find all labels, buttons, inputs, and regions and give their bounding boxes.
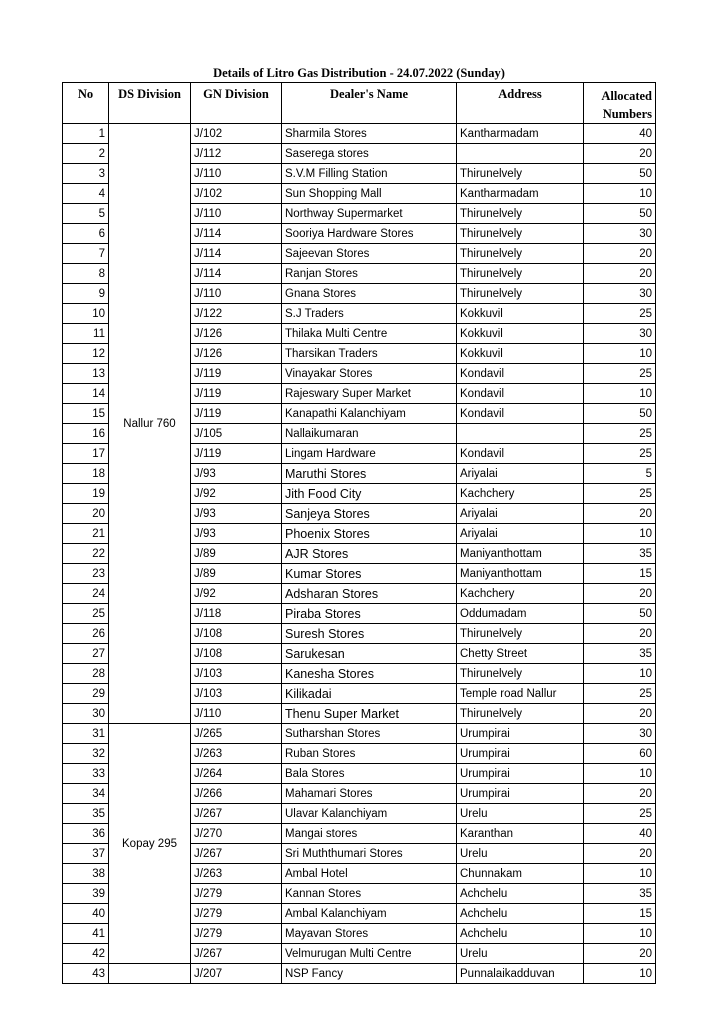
row-number: 17 [63,444,109,464]
address-cell: Kachchery [457,484,584,504]
row-number: 34 [63,784,109,804]
dealer-name-cell: Kannan Stores [282,884,457,904]
dealer-name-cell: Ruban Stores [282,744,457,764]
dealer-name-cell: Lingam Hardware [282,444,457,464]
allocated-cell: 20 [584,704,656,724]
row-number: 15 [63,404,109,424]
header-allocated-line1: Allocated [601,89,652,103]
gn-division-cell: J/114 [191,264,282,284]
table-body [63,124,656,984]
address-cell: Kondavil [457,444,584,464]
gn-division-cell: J/110 [191,704,282,724]
gn-division-cell: J/119 [191,364,282,384]
address-cell: Achchelu [457,904,584,924]
row-number: 32 [63,744,109,764]
address-cell: Thirunelvely [457,164,584,184]
gn-division-cell: J/267 [191,944,282,964]
header-no: No [63,83,109,124]
gn-division-cell: J/93 [191,524,282,544]
row-number: 31 [63,724,109,744]
row-number: 30 [63,704,109,724]
address-cell: Karanthan [457,824,584,844]
gn-division-cell: J/267 [191,844,282,864]
allocated-cell: 20 [584,584,656,604]
distribution-table [62,82,656,984]
address-cell: Urumpirai [457,764,584,784]
address-cell: Kondavil [457,404,584,424]
dealer-name-cell: Saserega stores [282,144,457,164]
gn-division-cell: J/119 [191,444,282,464]
gn-division-cell: J/93 [191,464,282,484]
allocated-cell: 20 [584,504,656,524]
dealer-name-cell: Sri Muththumari Stores [282,844,457,864]
table-row [63,964,656,984]
address-cell: Kokkuvil [457,304,584,324]
allocated-cell: 15 [584,904,656,924]
row-number: 28 [63,664,109,684]
allocated-cell: 50 [584,404,656,424]
allocated-cell: 30 [584,724,656,744]
dealer-name-cell: Sarukesan [282,644,457,664]
allocated-cell: 60 [584,744,656,764]
address-cell: Thirunelvely [457,264,584,284]
row-number: 1 [63,124,109,144]
row-number: 37 [63,844,109,864]
row-number: 40 [63,904,109,924]
address-cell: Kachchery [457,584,584,604]
address-cell: Ariyalai [457,464,584,484]
allocated-cell: 10 [584,864,656,884]
row-number: 27 [63,644,109,664]
allocated-cell: 10 [584,384,656,404]
allocated-cell: 25 [584,484,656,504]
gn-division-cell: J/114 [191,244,282,264]
dealer-name-cell: Phoenix Stores [282,524,457,544]
row-number: 8 [63,264,109,284]
address-cell: Kondavil [457,364,584,384]
dealer-name-cell: Thilaka Multi Centre [282,324,457,344]
allocated-cell: 20 [584,244,656,264]
allocated-cell: 10 [584,664,656,684]
address-cell: Chetty Street [457,644,584,664]
table-row [63,124,656,144]
row-number: 11 [63,324,109,344]
row-number: 29 [63,684,109,704]
address-cell: Achchelu [457,884,584,904]
dealer-name-cell: Ranjan Stores [282,264,457,284]
address-cell: Thirunelvely [457,664,584,684]
allocated-cell: 50 [584,164,656,184]
gn-division-cell: J/93 [191,504,282,524]
allocated-cell: 5 [584,464,656,484]
dealer-name-cell: Sooriya Hardware Stores [282,224,457,244]
row-number: 42 [63,944,109,964]
gn-division-cell: J/110 [191,284,282,304]
address-cell [457,144,584,164]
row-number: 35 [63,804,109,824]
dealer-name-cell: Ambal Hotel [282,864,457,884]
row-number: 25 [63,604,109,624]
row-number: 10 [63,304,109,324]
address-cell: Kokkuvil [457,324,584,344]
row-number: 43 [63,964,109,984]
allocated-cell: 25 [584,304,656,324]
allocated-cell: 25 [584,804,656,824]
dealer-name-cell: Bala Stores [282,764,457,784]
row-number: 14 [63,384,109,404]
gn-division-cell: J/102 [191,124,282,144]
dealer-name-cell: Thenu Super Market [282,704,457,724]
dealer-name-cell: Kumar Stores [282,564,457,584]
gn-division-cell: J/119 [191,404,282,424]
table-row [63,724,656,744]
dealer-name-cell: Sajeevan Stores [282,244,457,264]
ds-division-cell [109,964,191,984]
dealer-name-cell: Rajeswary Super Market [282,384,457,404]
address-cell: Thirunelvely [457,244,584,264]
dealer-name-cell: S.J Traders [282,304,457,324]
dealer-name-cell: Mangai stores [282,824,457,844]
row-number: 23 [63,564,109,584]
dealer-name-cell: Sun Shopping Mall [282,184,457,204]
address-cell: Urelu [457,944,584,964]
address-cell: Urumpirai [457,784,584,804]
address-cell: Ariyalai [457,524,584,544]
address-cell: Thirunelvely [457,224,584,244]
dealer-name-cell: Mahamari Stores [282,784,457,804]
row-number: 33 [63,764,109,784]
row-number: 18 [63,464,109,484]
dealer-name-cell: Ulavar Kalanchiyam [282,804,457,824]
row-number: 7 [63,244,109,264]
address-cell: Kokkuvil [457,344,584,364]
dealer-name-cell: Jith Food City [282,484,457,504]
header-ds-division: DS Division [109,83,191,124]
allocated-cell: 50 [584,604,656,624]
row-number: 24 [63,584,109,604]
gn-division-cell: J/207 [191,964,282,984]
dealer-name-cell: S.V.M Filling Station [282,164,457,184]
row-number: 22 [63,544,109,564]
gn-division-cell: J/108 [191,624,282,644]
allocated-cell: 10 [584,524,656,544]
gn-division-cell: J/263 [191,864,282,884]
allocated-cell: 25 [584,364,656,384]
row-number: 12 [63,344,109,364]
row-number: 36 [63,824,109,844]
gn-division-cell: J/279 [191,924,282,944]
row-number: 4 [63,184,109,204]
address-cell: Thirunelvely [457,284,584,304]
allocated-cell: 25 [584,684,656,704]
address-cell: Kantharmadam [457,124,584,144]
address-cell: Maniyanthottam [457,544,584,564]
allocated-cell: 20 [584,144,656,164]
row-number: 39 [63,884,109,904]
header-allocated-line2: Numbers [602,107,652,121]
header-allocated-numbers [584,83,656,124]
dealer-name-cell: Kanapathi Kalanchiyam [282,404,457,424]
allocated-cell: 10 [584,964,656,984]
address-cell: Maniyanthottam [457,564,584,584]
address-cell: Urelu [457,804,584,824]
address-cell: Chunnakam [457,864,584,884]
allocated-cell: 20 [584,264,656,284]
address-cell: Kantharmadam [457,184,584,204]
gn-division-cell: J/263 [191,744,282,764]
row-number: 20 [63,504,109,524]
dealer-name-cell: Maruthi Stores [282,464,457,484]
dealer-name-cell: Suresh Stores [282,624,457,644]
allocated-cell: 20 [584,844,656,864]
allocated-cell: 30 [584,284,656,304]
dealer-name-cell: Sutharshan Stores [282,724,457,744]
address-cell: Urumpirai [457,744,584,764]
row-number: 9 [63,284,109,304]
allocated-cell: 35 [584,884,656,904]
header-gn-division: GN Division [191,83,282,124]
allocated-cell: 25 [584,444,656,464]
dealer-name-cell: Mayavan Stores [282,924,457,944]
row-number: 5 [63,204,109,224]
dealer-name-cell: Vinayakar Stores [282,364,457,384]
gn-division-cell: J/267 [191,804,282,824]
dealer-name-cell: Sharmila Stores [282,124,457,144]
allocated-cell: 30 [584,224,656,244]
gn-division-cell: J/102 [191,184,282,204]
dealer-name-cell: Ambal Kalanchiyam [282,904,457,924]
allocated-cell: 50 [584,204,656,224]
address-cell: Kondavil [457,384,584,404]
allocated-cell: 20 [584,784,656,804]
allocated-cell: 20 [584,624,656,644]
address-cell: Temple road Nallur [457,684,584,704]
allocated-cell: 40 [584,824,656,844]
allocated-cell: 10 [584,764,656,784]
dealer-name-cell: Kanesha Stores [282,664,457,684]
gn-division-cell: J/118 [191,604,282,624]
address-cell: Thirunelvely [457,624,584,644]
dealer-name-cell: Kilikadai [282,684,457,704]
document-title: Details of Litro Gas Distribution - 24.07.2022 (Sunday) [213,66,505,80]
dealer-name-cell: NSP Fancy [282,964,457,984]
gn-division-cell: J/89 [191,564,282,584]
address-cell: Oddumadam [457,604,584,624]
allocated-cell: 10 [584,924,656,944]
gn-division-cell: J/112 [191,144,282,164]
ds-division-cell: Kopay 295 [109,724,191,964]
address-cell: Thirunelvely [457,204,584,224]
dealer-name-cell: Piraba Stores [282,604,457,624]
row-number: 41 [63,924,109,944]
gn-division-cell: J/264 [191,764,282,784]
gn-division-cell: J/103 [191,664,282,684]
gn-division-cell: J/114 [191,224,282,244]
allocated-cell: 10 [584,344,656,364]
gn-division-cell: J/265 [191,724,282,744]
gn-division-cell: J/279 [191,904,282,924]
row-number: 19 [63,484,109,504]
gn-division-cell: J/92 [191,584,282,604]
ds-division-cell: Nallur 760 [109,124,191,724]
gn-division-cell: J/108 [191,644,282,664]
dealer-name-cell: Velmurugan Multi Centre [282,944,457,964]
address-cell: Achchelu [457,924,584,944]
allocated-cell: 25 [584,424,656,444]
table-header-row [63,83,656,124]
address-cell: Urelu [457,844,584,864]
dealer-name-cell: Sanjeya Stores [282,504,457,524]
row-number: 3 [63,164,109,184]
gn-division-cell: J/110 [191,164,282,184]
gn-division-cell: J/122 [191,304,282,324]
allocated-cell: 20 [584,944,656,964]
dealer-name-cell: Tharsikan Traders [282,344,457,364]
allocated-cell: 10 [584,184,656,204]
dealer-name-cell: Nallaikumaran [282,424,457,444]
gn-division-cell: J/103 [191,684,282,704]
gn-division-cell: J/279 [191,884,282,904]
row-number: 21 [63,524,109,544]
address-cell: Punnalaikadduvan [457,964,584,984]
gn-division-cell: J/126 [191,324,282,344]
gn-division-cell: J/110 [191,204,282,224]
allocated-cell: 15 [584,564,656,584]
dealer-name-cell: Northway Supermarket [282,204,457,224]
gn-division-cell: J/266 [191,784,282,804]
dealer-name-cell: Adsharan Stores [282,584,457,604]
address-cell: Urumpirai [457,724,584,744]
gn-division-cell: J/270 [191,824,282,844]
address-cell: Ariyalai [457,504,584,524]
row-number: 16 [63,424,109,444]
allocated-cell: 30 [584,324,656,344]
allocated-cell: 35 [584,644,656,664]
row-number: 13 [63,364,109,384]
dealer-name-cell: Gnana Stores [282,284,457,304]
address-cell: Thirunelvely [457,704,584,724]
allocated-cell: 40 [584,124,656,144]
row-number: 6 [63,224,109,244]
dealer-name-cell: AJR Stores [282,544,457,564]
header-dealer-name: Dealer's Name [282,83,457,124]
gn-division-cell: J/105 [191,424,282,444]
gn-division-cell: J/126 [191,344,282,364]
address-cell [457,424,584,444]
header-address: Address [457,83,584,124]
row-number: 38 [63,864,109,884]
row-number: 2 [63,144,109,164]
gn-division-cell: J/92 [191,484,282,504]
row-number: 26 [63,624,109,644]
allocated-cell: 35 [584,544,656,564]
gn-division-cell: J/119 [191,384,282,404]
gn-division-cell: J/89 [191,544,282,564]
